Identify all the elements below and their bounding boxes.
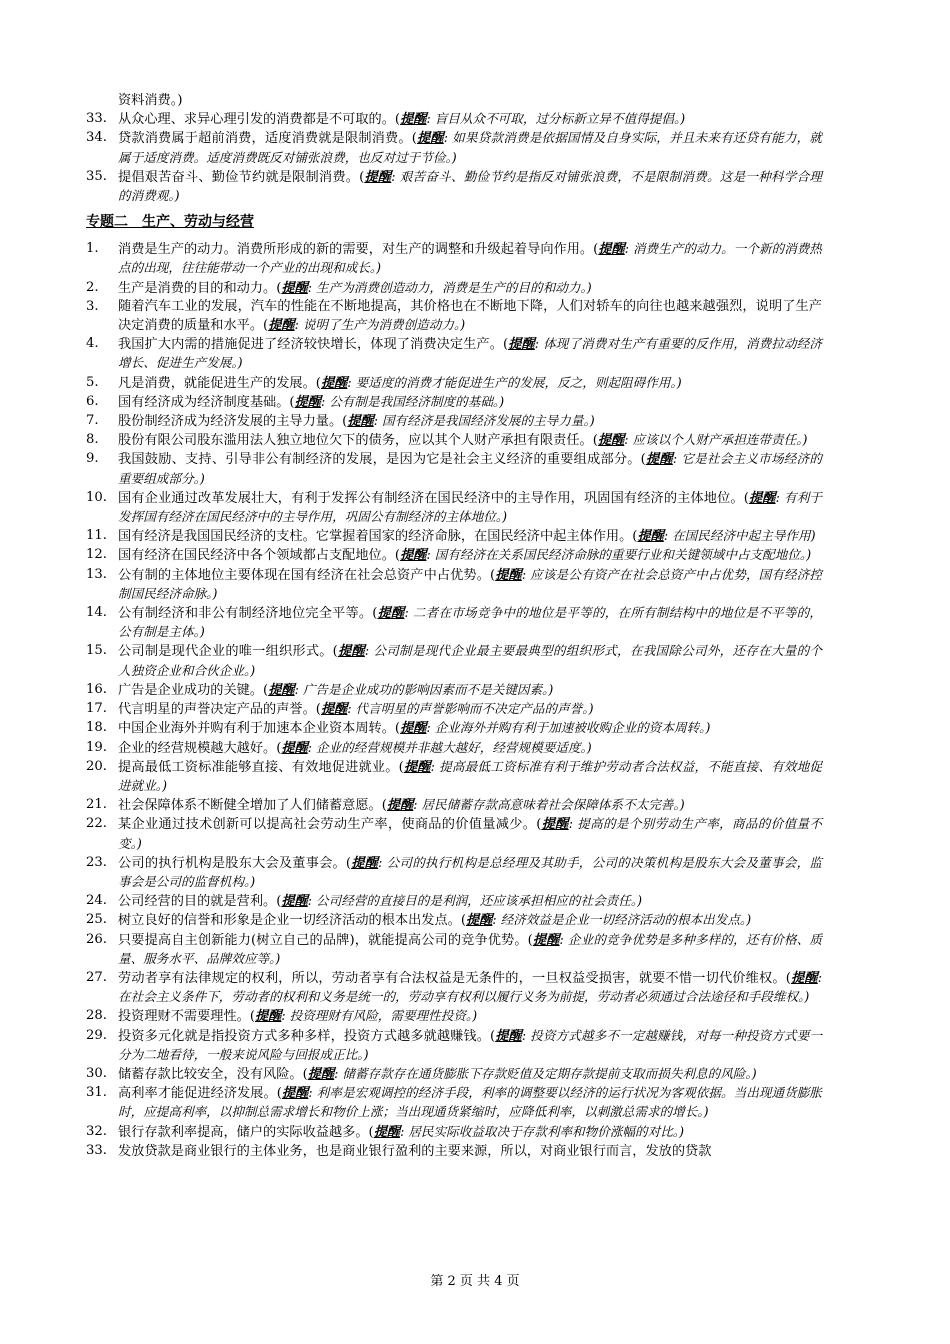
item-number: 26.	[86, 931, 107, 947]
statement: 国有经济是我国国民经济的支柱。它掌握着国家的经济命脉，在国民经济中起主体作用。(	[118, 529, 638, 545]
item-text	[118, 892, 822, 911]
tip-label: 提醒	[373, 1124, 401, 1140]
list-item	[86, 489, 822, 527]
item-text	[118, 911, 822, 930]
tip-note: : 在国民经济中起主导作用)	[663, 528, 816, 544]
tip-note: : 利率是宏观调控的经济手段，利率的调整要以经济的运行状况为客观依据。当出现通货膨胀时，应提高利率，以抑制总需求增长和物价上涨；当出现通货紧缩时，应降低利率，以刺激总需求的增长。)	[118, 1085, 823, 1120]
item-text	[118, 854, 822, 892]
statement: 某企业通过技术创新可以提高社会劳动生产率，使商品的价值量减少。(	[118, 817, 542, 833]
item-text	[118, 1065, 822, 1084]
item-text	[118, 604, 822, 642]
list-item	[86, 450, 822, 488]
item-number: 35.	[86, 168, 107, 184]
item-text	[118, 758, 822, 796]
item-number: 4.	[86, 336, 99, 352]
item-number: 29.	[86, 1027, 107, 1043]
tip-note: : 体现了消费对生产有重要的反作用，消费拉动经济增长、促进生产发展。)	[118, 336, 822, 371]
statement: 凡是消费，就能促进生产的发展。(	[118, 375, 321, 391]
item-text	[118, 129, 822, 167]
tip-label: 提醒	[281, 894, 308, 910]
item-number: 17.	[86, 701, 107, 717]
statement: 公司的执行机构是股东大会及董事会。(	[118, 855, 352, 871]
tip-label: 提醒	[281, 280, 308, 296]
tip-label: 提醒	[255, 1009, 282, 1025]
statement: 公司经营的目的就是营利。(	[118, 894, 282, 910]
item-number: 10.	[86, 489, 107, 505]
tip-label: 提醒	[597, 433, 625, 449]
item-text	[118, 298, 822, 335]
tip-label: 提醒	[268, 318, 295, 334]
tip-note: : 艰苦奋斗、勤俭节约是指反对铺张浪费，不是限制消费。这是一种科学合理的消费观。)	[118, 168, 822, 204]
list-item	[86, 969, 822, 1007]
list-item	[86, 719, 822, 738]
list-item	[86, 298, 822, 335]
tip-label: 提醒	[790, 970, 818, 986]
list-item	[86, 911, 822, 930]
list-item	[86, 240, 822, 278]
carry-over-text: 资料消费。)	[118, 93, 183, 108]
item-text	[118, 796, 822, 815]
item-number: 6.	[86, 393, 99, 409]
list-item	[86, 129, 822, 167]
list-item	[86, 393, 822, 412]
statement: 公有制的主体地位主要体现在国有经济在社会总资产中占优势。(	[118, 567, 496, 583]
statement: 我国鼓励、支持、引导非公有制经济的发展，是因为它是社会主义经济的重要组成部分。(	[118, 452, 646, 468]
item-text	[118, 412, 822, 431]
tip-note: : 如果贷款消费是依据国情及自身实际，并且未来有还贷有能力，就属于适度消费。适度消费既反对铺张浪费，也反对过于节俭。)	[118, 130, 822, 165]
statement: 投资多元化就是指投资方式多种多样，投资方式越多就越赚钱。(	[118, 1028, 496, 1044]
tip-label: 提醒	[495, 1028, 522, 1044]
tip-note: : 代言明星的声誉影响而不决定产品的声誉。)	[347, 701, 594, 717]
tip-label: 提醒	[598, 242, 625, 258]
item-number: 2.	[86, 279, 99, 295]
tip-note: : 国有经济在关系国民经济命脉的重要行业和关键领域中占支配地位。)	[426, 547, 812, 563]
item-number: 33.	[86, 111, 107, 127]
statement: 贷款消费属于超前消费，适度消费就是限制消费。(	[118, 131, 417, 147]
tip-label: 提醒	[307, 1066, 335, 1082]
tip-note: : 经济效益是企业一切经济活动的根本出发点。)	[492, 912, 752, 928]
tip-note: : 居民储蓄存款高意味着社会保障体系不太完善。)	[413, 797, 685, 813]
item-number: 20.	[86, 758, 107, 774]
tip-note: : 应该以个人财产承担连带责任。)	[624, 432, 808, 448]
statement: 只要提高自主创新能力(树立自己的品牌)，就能提高公司的竞争优势。(	[118, 932, 533, 948]
tip-label: 提醒	[541, 817, 569, 833]
tip-note: : 应该是公有资产在社会总资产中占优势，国有经济控制国民经济命脉。)	[118, 566, 822, 601]
item-number: 27.	[86, 969, 107, 985]
item-text	[118, 168, 822, 206]
list-item	[86, 815, 822, 853]
list-item	[86, 1123, 822, 1142]
tip-note: : 消费生产的动力。一个新的消费热点的出现，往往能带动一个产业的出现和成长。)	[118, 241, 822, 276]
item-text	[118, 931, 822, 969]
tip-note: : 公司的执行机构是总经理及其助手，公司的决策机构是股东大会及董事会，监事会是公司的监督机构。)	[118, 854, 823, 889]
statement: 消费是生产的动力。消费所形成的新的需要，对生产的调整和升级起着导向作用。(	[118, 242, 599, 258]
list-item	[86, 604, 822, 642]
statement: 投资理财不需要理性。(	[118, 1009, 256, 1025]
item-text	[118, 642, 822, 680]
list-item	[86, 681, 822, 700]
list-item	[86, 279, 822, 298]
page-footer: 第 2 页 共 4 页	[430, 1274, 520, 1289]
tip-note: : 企业海外并购有利于加速被收购企业的资本周转。)	[426, 720, 711, 736]
tip-label: 提醒	[400, 548, 427, 564]
tip-note: : 居民实际收益取决于存款利率和物价涨幅的对比。)	[400, 1123, 685, 1139]
item-number: 34.	[86, 130, 107, 146]
item-text	[118, 681, 822, 700]
previous-topic-list	[86, 110, 822, 206]
item-text	[118, 335, 822, 373]
tip-label: 提醒	[351, 855, 379, 871]
tip-label: 提醒	[281, 740, 308, 756]
list-item	[86, 168, 822, 206]
item-number: 12.	[86, 547, 107, 563]
list-item	[86, 1007, 822, 1026]
item-number: 28.	[86, 1008, 107, 1024]
item-text	[118, 969, 822, 1007]
statement: 企业的经营规模越大越好。(	[118, 740, 282, 756]
statement: 代言明星的声誉决定产品的声誉。(	[118, 702, 321, 718]
tip-label: 提醒	[268, 682, 295, 698]
tip-label: 提醒	[532, 932, 560, 948]
document-page	[86, 92, 822, 1161]
statement: 储蓄存款比较安全，没有风险。(	[118, 1066, 308, 1082]
item-text	[118, 1027, 822, 1065]
list-item	[86, 412, 822, 431]
item-number: 8.	[86, 432, 99, 448]
list-item	[86, 431, 822, 450]
statement: 公有制经济和非公有制经济地位完全平等。(	[118, 606, 378, 622]
tip-note: : 公司经营的直接目的是利润，还应该承担相应的社会责任。)	[307, 893, 643, 909]
statement: 提高最低工资标准能够直接、有效地促进就业。(	[118, 759, 404, 775]
tip-label: 提醒	[386, 798, 414, 814]
item-number: 9.	[86, 451, 99, 467]
item-text	[118, 815, 822, 853]
item-number: 13.	[86, 566, 107, 582]
tip-label: 提醒	[748, 490, 776, 506]
item-number: 22.	[86, 816, 107, 832]
list-item	[86, 854, 822, 892]
item-text	[118, 279, 822, 298]
list-item	[86, 374, 822, 393]
tip-note: : 储蓄存款存在通货膨胀下存款贬值及定期存款提前支取而损失利息的风险。)	[334, 1065, 757, 1081]
list-item	[86, 566, 822, 604]
list-item	[86, 1084, 822, 1122]
tip-note: : 在社会主义条件下，劳动者的权利和义务是统一的，劳动享有权利以履行义务为前提，劳动者必须通过合法途径和手段维权。)	[118, 969, 823, 1005]
tip-note: : 公司制是现代企业最主要最典型的组织形式，在我国除公司外，还存在大量的个人独资企业和合伙企业。)	[118, 643, 823, 678]
item-text	[118, 566, 822, 604]
tip-label: 提醒	[400, 721, 427, 737]
item-text	[118, 374, 822, 393]
tip-note: : 企业的竞争优势是多种多样的，还有价格、质量、服务水平、品牌效应等。)	[118, 931, 823, 966]
item-number: 30.	[86, 1065, 107, 1081]
statement: 提倡艰苦奋斗、勤俭节约就是限制消费。(	[118, 169, 365, 185]
tip-label: 提醒	[347, 414, 374, 430]
item-text	[118, 450, 822, 488]
statement: 股份有限公司股东滥用法人独立地位欠下的债务，应以其个人财产承担有限责任。(	[118, 433, 598, 449]
item-number: 33.	[86, 1142, 107, 1158]
statement: 从众心理、求异心理引发的消费都是不可取的。(	[118, 112, 401, 128]
tip-label: 提醒	[637, 529, 664, 545]
list-item	[86, 1142, 822, 1161]
tip-note: : 说明了生产为消费创造动力。)	[294, 317, 466, 333]
item-number: 1.	[86, 241, 99, 257]
item-number: 5.	[86, 374, 99, 390]
tip-note: : 企业的经营规模并非越大越好，经营规模要适度。)	[307, 739, 592, 755]
list-item	[86, 931, 822, 969]
statement: 公司制是现代企业的唯一组织形式。(	[118, 644, 338, 660]
item-text	[118, 240, 822, 278]
section-title: 专题二 生产、劳动与经营	[86, 214, 254, 231]
tip-note: : 提高的是个别劳动生产率，商品的价值量不变。)	[118, 816, 822, 851]
tip-note: : 盲目从众不可取，过分标新立异不值得提倡。)	[426, 111, 686, 127]
tip-label: 提醒	[466, 913, 493, 929]
item-number: 32.	[86, 1123, 107, 1139]
item-text	[118, 527, 822, 546]
tip-note: : 生产为消费创造动力，消费是生产的目的和动力。)	[307, 279, 592, 295]
statement: 银行存款利率提高，储户的实际收益越多。(	[118, 1124, 374, 1140]
tip-note: : 要适度的消费才能促进生产的发展，反之，则起阻碍作用。)	[347, 374, 682, 390]
list-item	[86, 796, 822, 815]
item-text	[118, 1123, 822, 1142]
statement: 发放贷款是商业银行的主体业务，也是商业银行盈利的主要来源，所以，对商业银行而言，发放的贷款	[118, 1143, 712, 1159]
list-item	[86, 335, 822, 373]
tip-label: 提醒	[377, 606, 405, 622]
tip-label: 提醒	[508, 337, 535, 353]
tip-note: : 投资方式越多不一定越赚钱，对每一种投资方式要一分为二地看待，一般来说风险与回报成正比。)	[118, 1027, 822, 1062]
tip-note: : 二者在市场竞争中的地位是平等的，在所有制结构中的地位是不平等的，公有制是主体。)	[118, 605, 822, 640]
item-number: 31.	[86, 1085, 107, 1101]
statement: 生产是消费的目的和动力。(	[118, 280, 282, 296]
statement: 广告是企业成功的关键。(	[118, 682, 269, 698]
item-text	[118, 1084, 822, 1122]
item-number: 15.	[86, 643, 107, 659]
item-number: 25.	[86, 912, 107, 928]
list-item	[86, 642, 822, 680]
tip-label: 提醒	[294, 394, 321, 410]
list-item	[86, 546, 822, 565]
item-number: 3.	[86, 298, 99, 314]
item-text	[118, 1142, 822, 1161]
item-number: 7.	[86, 413, 99, 429]
tip-label: 提醒	[364, 169, 392, 185]
tip-label: 提醒	[645, 452, 673, 468]
statement: 股份制经济成为经济发展的主导力量。(	[118, 414, 348, 430]
statement: 国有经济在国民经济中各个领域都占支配地位。(	[118, 548, 401, 564]
statement: 劳动者享有法律规定的权利，所以，劳动者享有合法权益是无条件的，一旦权益受损害，就要不惜一切代价维权。(	[118, 970, 791, 986]
tip-note: : 提高最低工资标准有利于维护劳动者合法权益，不能直接、有效地促进就业。)	[118, 758, 822, 793]
tip-label: 提醒	[403, 759, 431, 775]
tip-note: : 有利于发挥国有经济在国民经济中的主导作用，巩固公有制经济的主体地位。)	[118, 489, 823, 525]
list-item	[86, 739, 822, 758]
tip-label: 提醒	[337, 644, 365, 660]
list-item	[86, 892, 822, 911]
item-number: 11.	[86, 528, 107, 544]
item-text	[118, 431, 822, 450]
tip-note: : 投资理财有风险，需要理性投资。)	[281, 1008, 478, 1024]
tip-note: : 国有经济是我国经济发展的主导力量。)	[373, 413, 595, 429]
list-item	[86, 700, 822, 719]
tip-label: 提醒	[281, 1086, 309, 1102]
topic-two-list	[86, 240, 822, 1161]
item-number: 19.	[86, 739, 107, 755]
item-number: 18.	[86, 720, 107, 736]
statement: 国有经济成为经济制度基础。(	[118, 394, 295, 410]
item-number: 21.	[86, 797, 107, 813]
statement: 随着汽车工业的发展，汽车的性能在不断地提高，其价格也在不断地下降，人们对轿车的向往也越来越强烈，说明了生产决定消费的质量和水平。(	[118, 298, 822, 334]
list-item	[86, 1027, 822, 1065]
item-text	[118, 719, 822, 738]
item-number: 24.	[86, 893, 107, 909]
list-item	[86, 110, 822, 129]
statement: 我国扩大内需的措施促进了经济较快增长，体现了消费决定生产。(	[118, 337, 509, 353]
item-number: 16.	[86, 681, 107, 697]
tip-note: : 公有制是我国经济制度的基础。)	[320, 393, 505, 409]
statement: 高利率才能促进经济发展。(	[118, 1086, 282, 1102]
item-text	[118, 546, 822, 565]
list-item	[86, 1065, 822, 1084]
tip-note: : 它是社会主义市场经济的重要组成部分。)	[118, 451, 822, 486]
item-number: 14.	[86, 605, 107, 621]
item-text	[118, 489, 822, 527]
list-item	[86, 527, 822, 546]
statement: 中国企业海外并购有利于加速本企业资本周转。(	[118, 721, 401, 737]
tip-label: 提醒	[320, 702, 348, 718]
tip-label: 提醒	[320, 375, 348, 391]
statement: 社会保障体系不断健全增加了人们储蓄意愿。(	[118, 798, 387, 814]
item-text	[118, 739, 822, 758]
tip-label: 提醒	[416, 131, 444, 147]
tip-note: : 广告是企业成功的影响因素而不是关键因素。)	[294, 681, 554, 697]
item-text	[118, 1007, 822, 1026]
item-number: 23.	[86, 854, 107, 870]
item-text	[118, 110, 822, 129]
tip-label: 提醒	[400, 112, 427, 128]
statement: 国有企业通过改革发展壮大，有利于发挥公有制经济在国民经济中的主导作用，巩固国有经济的主体地位。(	[118, 490, 749, 506]
item-text	[118, 393, 822, 412]
statement: 树立良好的信誉和形象是企业一切经济活动的根本出发点。(	[118, 913, 467, 929]
item-text	[118, 700, 822, 719]
list-item	[86, 758, 822, 796]
tip-label: 提醒	[495, 567, 522, 583]
